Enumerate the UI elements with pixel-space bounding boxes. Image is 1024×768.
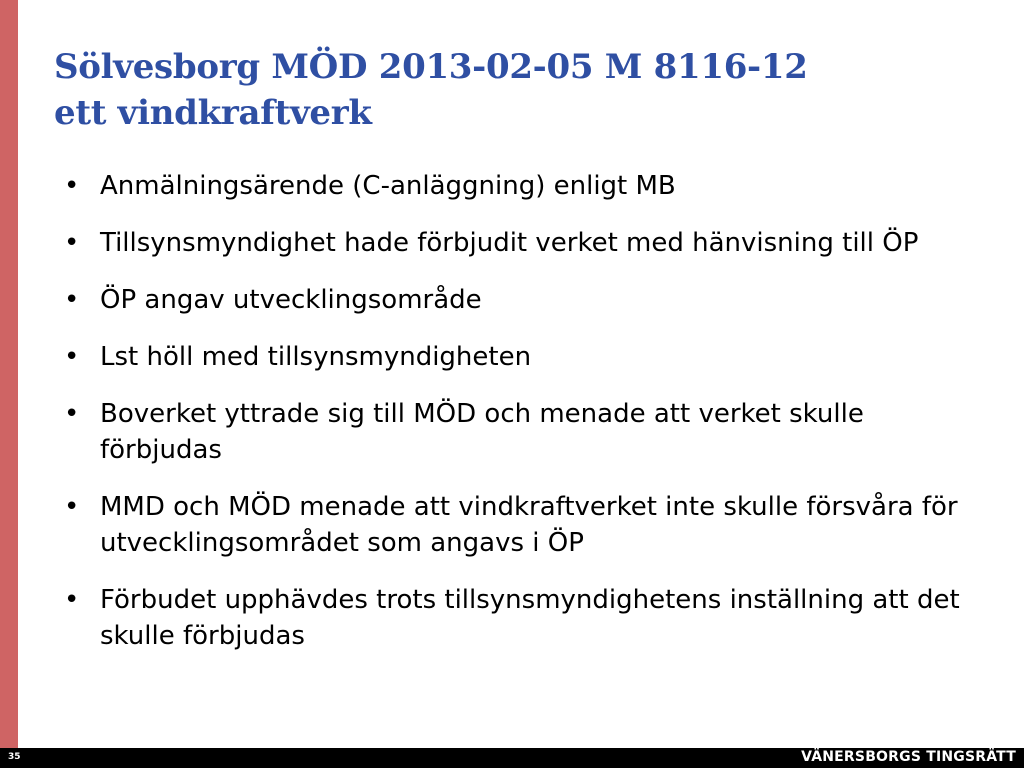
accent-bar (0, 0, 18, 748)
bullet-item (60, 582, 980, 654)
bullet-item (60, 168, 980, 204)
bullet-text: Boverket yttrade sig till MÖD och menade att verket skulle förbjudas (100, 399, 864, 465)
bullet-item (60, 282, 980, 318)
bullet-dot-icon: • (64, 492, 80, 522)
bullet-text: Förbudet upphävdes trots tillsynsmyndighetens inställning att det skulle förbjudas (100, 585, 960, 651)
bullet-item (60, 396, 980, 468)
title-line-2: ett vindkraftverk (54, 93, 372, 133)
bullet-dot-icon: • (64, 342, 80, 372)
bullet-list (60, 168, 980, 675)
slide-title (54, 44, 994, 136)
bullet-dot-icon: • (64, 585, 80, 615)
bullet-text: Lst höll med tillsynsmyndigheten (100, 342, 532, 372)
bullet-item (60, 489, 980, 561)
bullet-text: MMD och MÖD menade att vindkraftverket inte skulle försvåra för utvecklingsområdet som angavs i ÖP (100, 492, 958, 558)
bullet-text: Tillsynsmyndighet hade förbjudit verket med hänvisning till ÖP (100, 228, 919, 258)
bullet-dot-icon: • (64, 171, 80, 201)
bullet-item (60, 225, 980, 261)
bullet-dot-icon: • (64, 285, 80, 315)
title-line-1: Sölvesborg MÖD 2013-02-05 M 8116-12 (54, 47, 808, 87)
bullet-dot-icon: • (64, 228, 80, 258)
bullet-text: ÖP angav utvecklingsområde (100, 285, 482, 315)
footer-bar (0, 748, 1024, 768)
page-number: 35 (8, 752, 21, 762)
bullet-item (60, 339, 980, 375)
bullet-text: Anmälningsärende (C-anläggning) enligt MB (100, 171, 676, 201)
bullet-dot-icon: • (64, 399, 80, 429)
organization-name: VÄNERSBORGS TINGSRÄTT (801, 749, 1016, 765)
